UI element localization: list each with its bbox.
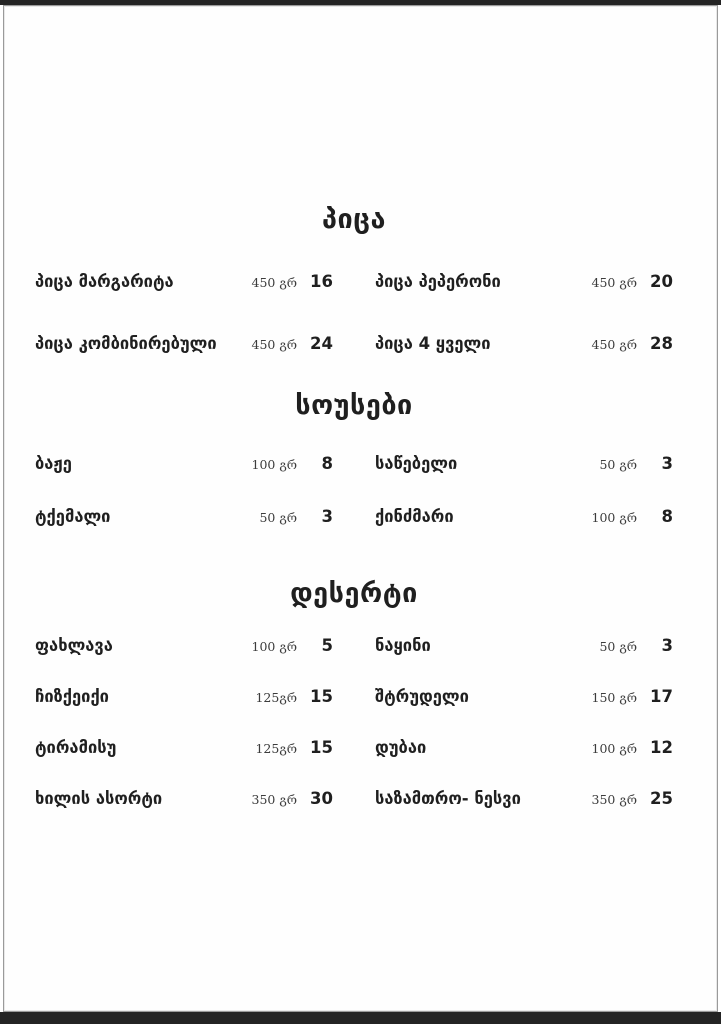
item-weight: 100 გრ bbox=[591, 741, 637, 756]
item-price: 8 bbox=[321, 454, 333, 473]
section-title-pizza: პიცა bbox=[322, 204, 386, 235]
menu-item bbox=[375, 507, 673, 526]
item-name: პიცა კომბინირებული bbox=[35, 334, 217, 353]
viewer-bottom-bar bbox=[0, 1012, 721, 1024]
item-price: 17 bbox=[650, 687, 673, 706]
item-price: 3 bbox=[661, 454, 673, 473]
item-weight: 450 გრ bbox=[591, 275, 637, 290]
menu-item bbox=[35, 789, 333, 808]
menu-item bbox=[375, 738, 673, 757]
item-weight: 450 გრ bbox=[591, 337, 637, 352]
section-pizza bbox=[35, 202, 673, 358]
section-title-desserts: დესერტი bbox=[290, 578, 418, 609]
item-weight: 50 გრ bbox=[259, 510, 297, 525]
item-price: 3 bbox=[321, 507, 333, 526]
menu-row bbox=[35, 687, 673, 710]
item-weight: 350 გრ bbox=[251, 792, 297, 807]
item-name: ნაყინი bbox=[375, 636, 431, 655]
section-desserts bbox=[35, 576, 673, 812]
item-weight: 50 გრ bbox=[599, 639, 637, 654]
item-price: 30 bbox=[310, 789, 333, 808]
item-name: საწებელი bbox=[375, 454, 458, 473]
menu-item bbox=[35, 454, 333, 473]
menu-content bbox=[4, 202, 717, 812]
menu-item bbox=[375, 334, 673, 353]
menu-item bbox=[375, 636, 673, 655]
item-name: ხილის ასორტი bbox=[35, 789, 163, 808]
item-weight: 450 გრ bbox=[251, 275, 297, 290]
item-price: 3 bbox=[661, 636, 673, 655]
menu-page bbox=[3, 5, 718, 1012]
menu-row bbox=[35, 334, 673, 358]
menu-item bbox=[375, 272, 673, 291]
item-name: ჩიზქეიქი bbox=[35, 687, 109, 706]
item-price: 8 bbox=[661, 507, 673, 526]
item-weight: 350 გრ bbox=[591, 792, 637, 807]
item-price: 12 bbox=[650, 738, 673, 757]
item-price: 20 bbox=[650, 272, 673, 291]
item-name: ბაჟე bbox=[35, 454, 72, 473]
menu-item bbox=[35, 687, 333, 706]
item-weight: 50 გრ bbox=[599, 457, 637, 472]
item-name: ტირამისუ bbox=[35, 738, 117, 757]
item-weight: 125გრ bbox=[255, 690, 297, 705]
item-price: 24 bbox=[310, 334, 333, 353]
menu-row bbox=[35, 789, 673, 812]
item-name: ტქემალი bbox=[35, 507, 111, 526]
section-title-sauces: სოუსები bbox=[295, 390, 413, 421]
menu-item bbox=[35, 636, 333, 655]
item-price: 16 bbox=[310, 272, 333, 291]
menu-row bbox=[35, 507, 673, 530]
item-weight: 100 გრ bbox=[591, 510, 637, 525]
item-name: პიცა 4 ყველი bbox=[375, 334, 491, 353]
menu-row bbox=[35, 738, 673, 761]
item-name: ფახლავა bbox=[35, 636, 113, 655]
menu-item bbox=[375, 789, 673, 808]
menu-row bbox=[35, 636, 673, 659]
item-price: 15 bbox=[310, 738, 333, 757]
menu-item bbox=[35, 507, 333, 526]
item-price: 15 bbox=[310, 687, 333, 706]
item-name: ქინძმარი bbox=[375, 507, 454, 526]
item-weight: 450 გრ bbox=[251, 337, 297, 352]
menu-item bbox=[35, 334, 333, 353]
item-price: 28 bbox=[650, 334, 673, 353]
item-weight: 125გრ bbox=[255, 741, 297, 756]
item-weight: 100 გრ bbox=[251, 457, 297, 472]
menu-item bbox=[35, 272, 333, 291]
item-weight: 150 გრ bbox=[591, 690, 637, 705]
item-price: 25 bbox=[650, 789, 673, 808]
section-sauces bbox=[35, 388, 673, 530]
menu-item bbox=[35, 738, 333, 757]
menu-item bbox=[375, 454, 673, 473]
item-weight: 100 გრ bbox=[251, 639, 297, 654]
menu-row bbox=[35, 272, 673, 296]
item-name: პიცა პეპერონი bbox=[375, 272, 501, 291]
menu-row bbox=[35, 454, 673, 477]
item-name: საზამთრო- ნესვი bbox=[375, 789, 521, 808]
item-price: 5 bbox=[321, 636, 333, 655]
item-name: შტრუდელი bbox=[375, 687, 469, 706]
menu-item bbox=[375, 687, 673, 706]
item-name: პიცა მარგარიტა bbox=[35, 272, 174, 291]
item-name: დუბაი bbox=[375, 738, 427, 757]
viewer-top-bar bbox=[0, 0, 721, 5]
